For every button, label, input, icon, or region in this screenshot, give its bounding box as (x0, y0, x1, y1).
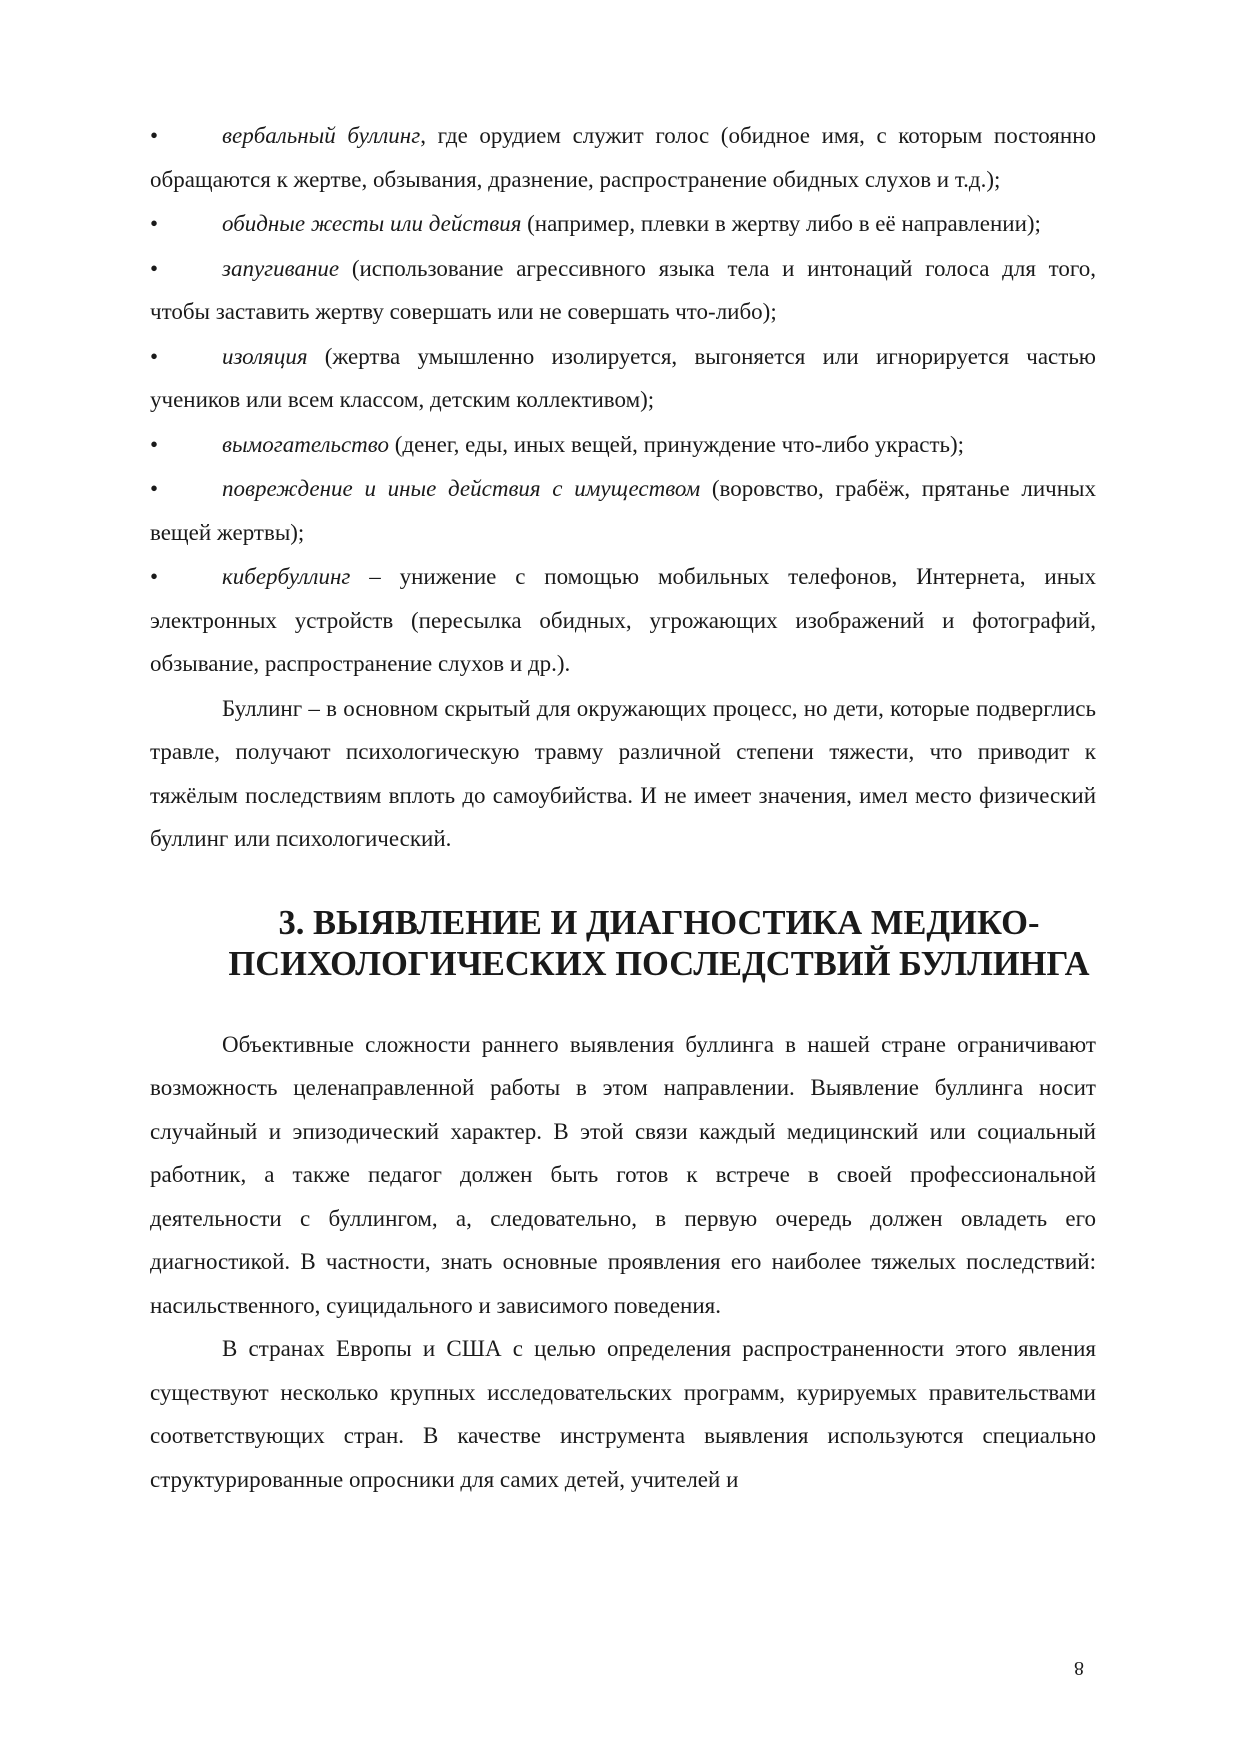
bullet-text: (жертва умышленно изолируется, выгоняется или игнорируется частью учеников или всем классом, детским коллективом); (150, 343, 1096, 412)
bullet-term: кибербуллинг (222, 564, 351, 589)
bullet-text: – унижение с помощью мобильных телефонов, Интернета, иных электронных устройств (пересылка обидных, угрожающих изображений и фотографий, обзывание, распространение слухов и др.). (150, 564, 1096, 676)
bullet-term: запугивание (222, 255, 340, 281)
list-item (150, 335, 1096, 422)
bullet-term: повреждение и иные действия с имуществом (222, 476, 701, 501)
bullet-text: (воровство, грабёж, прятанье личных вещей жертвы); (150, 476, 1096, 545)
list-item (150, 247, 1096, 334)
bullet-text: (денег, еды, иных вещей, принуждение что-либо украсть); (388, 431, 965, 457)
list-item (150, 114, 1096, 201)
bullet-dot: • (150, 211, 159, 236)
bullet-term: вымогательство (222, 431, 389, 457)
list-item (150, 202, 1096, 246)
page-number: 8 (1074, 1657, 1084, 1679)
bullet-dot: • (150, 255, 159, 281)
bullet-dot: • (150, 123, 159, 148)
bullet-text: (использование агрессивного языка тела и интонаций голоса для того, чтобы заставить жертву совершать или не совершать что-либо); (150, 255, 1096, 324)
bullet-dot: • (150, 343, 159, 369)
body-paragraph: Объективные сложности раннего выявления буллинга в нашей стране ограничивают возможность целенаправленной работы в этом направлении. Выявление буллинга носит случайный и эпизодический характер. В этой связи каждый медицинский или социальный работник, а также педагог должен быть готов к встрече в своей профессиональной деятельности с буллингом, а, следовательно, в первую очередь должен овладеть его диагностикой. В частности, знать основные проявления его наиболее тяжелых последствий: насильственного, суицидального и зависимого поведения. (150, 1031, 1096, 1318)
list-item (150, 467, 1096, 554)
body-paragraph: Буллинг – в основном скрытый для окружающих процесс, но дети, которые подверглись травле, получают психологическую травму различной степени тяжести, что приводит к тяжёлым последствиям вплоть до самоубийства. И не имеет значения, имел место физический буллинг или психологический. (150, 695, 1096, 851)
bullet-text: (например, плевки в жертву либо в её направлении); (521, 211, 1041, 236)
bullet-dot: • (150, 431, 159, 457)
document-page (150, 114, 1096, 1501)
list-item (150, 555, 1096, 686)
section-heading: 3. ВЫЯВЛЕНИЕ И ДИАГНОСТИКА МЕДИКО-ПСИХОЛОГИЧЕСКИХ ПОСЛЕДСТВИЙ БУЛЛИНГА (228, 903, 1090, 983)
bullet-dot: • (150, 564, 159, 589)
bullet-term: изоляция (222, 343, 308, 369)
body-paragraph: В странах Европы и США с целью определения распространенности этого явления существуют несколько крупных исследовательских программ, курируемых правительствами соответствующих стран. В качестве инструмента выявления используются специально структурированные опросники для самих детей, учителей и (150, 1336, 1096, 1492)
bullet-term: обидные жесты или действия (222, 211, 522, 236)
bullet-list (150, 114, 1096, 686)
bullet-term: вербальный буллинг (222, 123, 421, 148)
bullet-dot: • (150, 476, 159, 501)
list-item (150, 423, 1096, 467)
bullet-text: , где орудием служит голос (обидное имя, с которым постоянно обращаются к жертве, обзывания, дразнение, распространение обидных слухов и т.д.); (150, 123, 1096, 192)
